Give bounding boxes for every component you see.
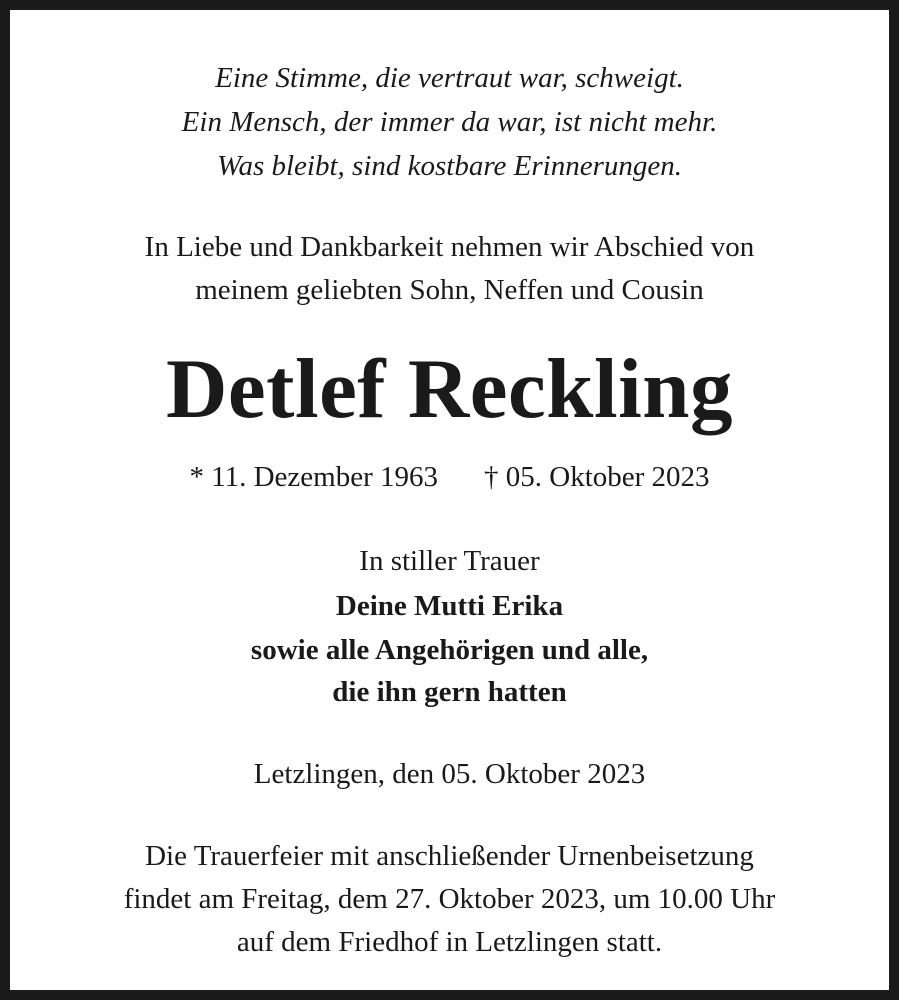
- birth-date: * 11. Dezember 1963: [189, 461, 439, 493]
- funeral-line-1: Die Trauerfeier mit anschließender Urnenbeisetzung: [145, 840, 754, 872]
- mourner-line-1: Deine Mutti Erika: [335, 590, 564, 622]
- poem-line-2: Ein Mensch, der immer da war, ist nicht mehr.: [181, 106, 718, 138]
- deceased-name: Detlef Reckling: [166, 342, 733, 436]
- mourner-line-2: sowie alle Angehörigen und alle,: [250, 634, 649, 666]
- poem-line-1: Eine Stimme, die vertraut war, schweigt.: [215, 62, 684, 94]
- death-date: † 05. Oktober 2023: [484, 461, 710, 493]
- intro-line-1: In Liebe und Dankbarkeit nehmen wir Abschied von: [144, 231, 755, 263]
- life-dates: [10, 461, 889, 494]
- funeral-line-2: findet am Freitag, dem 27. Oktober 2023, um 10.00 Uhr: [123, 883, 776, 915]
- poem-line-3: Was bleibt, sind kostbare Erinnerungen.: [216, 150, 683, 182]
- mourner-line-3: die ihn gern hatten: [332, 676, 567, 708]
- mourning-heading: In stiller Trauer: [359, 545, 540, 577]
- intro-line-2: meinem geliebten Sohn, Neffen und Cousin: [195, 274, 704, 306]
- place-date: Letzlingen, den 05. Oktober 2023: [253, 758, 646, 790]
- funeral-line-3: auf dem Friedhof in Letzlingen statt.: [236, 926, 663, 958]
